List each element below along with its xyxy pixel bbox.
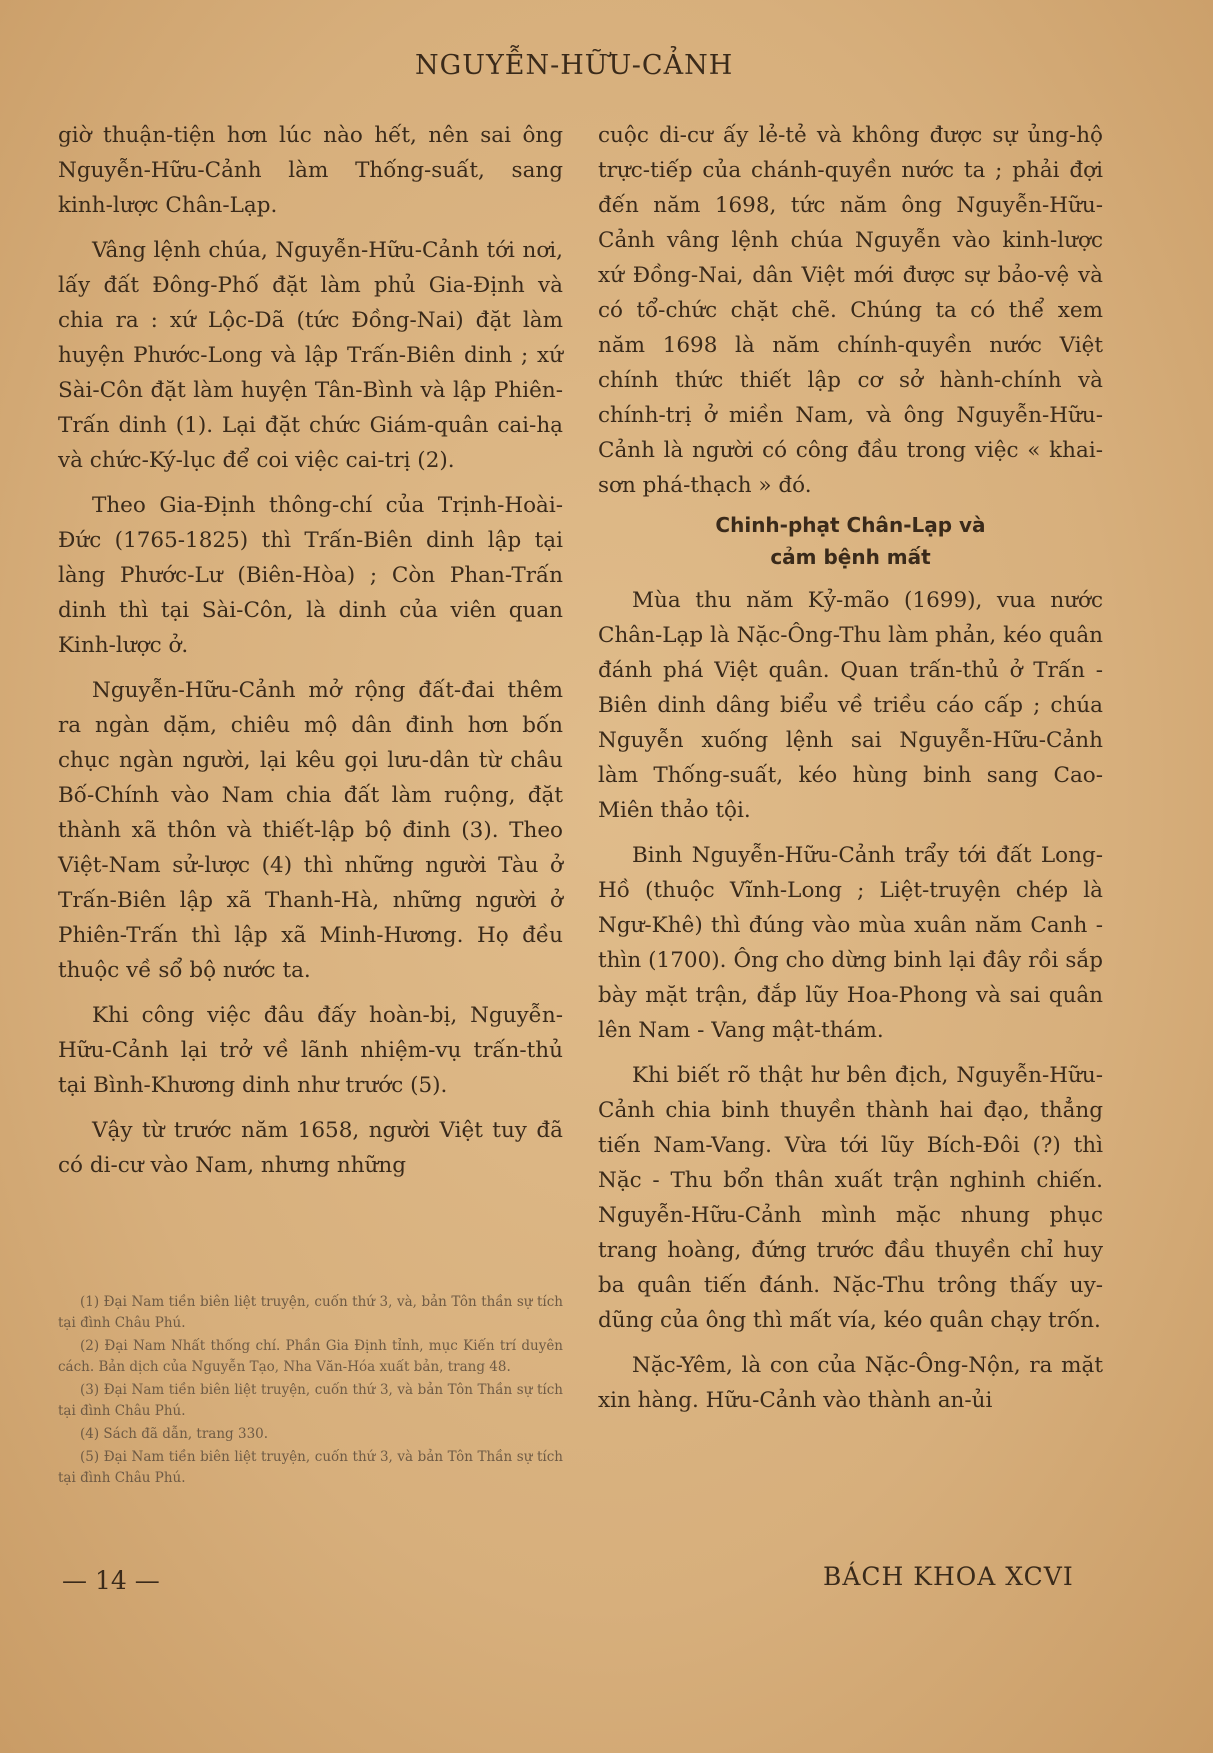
magazine-issue: BÁCH KHOA XCVI — [823, 1562, 1074, 1591]
right-column — [598, 118, 1103, 1418]
paragraph: cuộc di-cư ấy lẻ-tẻ và không được sự ủng-hộ trực-tiếp của chánh-quyền nước ta ; phải đợi đến năm 1698, tức năm ông Nguyễn-Hữu-Cảnh vâng lệnh chúa Nguyễn vào kinh-lược xứ Đồng-Nai, dân Việt mới được sự bảo-vệ và có tổ-chức chặt chẽ. Chúng ta có thể xem năm 1698 là năm chính-quyền nước Việt chính thức thiết lập cơ sở hành-chính và chính-trị ở miền Nam, và ông Nguyễn-Hữu-Cảnh là người có công đầu trong việc « khai-sơn phá-thạch » đó. — [598, 123, 1103, 498]
paragraph: Binh Nguyễn-Hữu-Cảnh trẩy tới đất Long-Hồ (thuộc Vĩnh-Long ; Liệt-truyện chép là Ngư-Khê) thì đúng vào mùa xuân năm Canh - thìn (1700). Ông cho dừng binh lại đây rồi sắp bày mặt trận, đắp lũy Hoa-Phong và sai quân lên Nam - Vang mật-thám. — [598, 843, 1103, 1043]
running-head: NGUYỄN-HỮU-CẢNH — [415, 50, 734, 81]
left-column — [58, 118, 563, 1183]
footnote: (2) Đại Nam Nhất thống chí. Phần Gia Định tỉnh, mục Kiến trí duyên cách. Bản dịch của Nguyễn Tạo, Nha Văn-Hóa xuất bản, trang 48. — [58, 1338, 563, 1375]
footnote: (4) Sách đã dẫn, trang 330. — [80, 1426, 269, 1442]
section-heading-line: cảm bệnh mất — [770, 545, 931, 569]
paragraph: Vậy từ trước năm 1658, người Việt tuy đã có di-cư vào Nam, nhưng những — [58, 1118, 563, 1178]
paragraph: Nặc-Yêm, là con của Nặc-Ông-Nộn, ra mặt xin hàng. Hữu-Cảnh vào thành an-ủi — [598, 1353, 1103, 1413]
footnotes — [58, 1292, 563, 1491]
footnote: (1) Đại Nam tiền biên liệt truyện, cuốn thứ 3, và, bản Tôn thần sự tích tại đình Châu Phú. — [58, 1294, 563, 1331]
paragraph: giờ thuận-tiện hơn lúc nào hết, nên sai ông Nguyễn-Hữu-Cảnh làm Thống-suất, sang kinh-lược Chân-Lạp. — [58, 123, 563, 218]
section-heading — [598, 509, 1103, 573]
page-number: — 14 — — [62, 1566, 160, 1595]
paragraph: Mùa thu năm Kỷ-mão (1699), vua nước Chân-Lạp là Nặc-Ông-Thu làm phản, kéo quân đánh phá Việt quân. Quan trấn-thủ ở Trấn - Biên dinh dâng biểu về triều cáo cấp ; chúa Nguyễn xuống lệnh sai Nguyễn-Hữu-Cảnh làm Thống-suất, kéo hùng binh sang Cao-Miên thảo tội. — [598, 588, 1103, 823]
footnote: (3) Đại Nam tiền biên liệt truyện, cuốn thứ 3, và bản Tôn Thần sự tích tại đình Châu Phú. — [58, 1382, 563, 1419]
section-heading-line: Chinh-phạt Chân-Lạp và — [715, 513, 986, 537]
paragraph: Khi công việc đâu đấy hoàn-bị, Nguyễn-Hữu-Cảnh lại trở về lãnh nhiệm-vụ trấn-thủ tại Bình-Khương dinh như trước (5). — [58, 1003, 563, 1098]
footnote: (5) Đại Nam tiền biên liệt truyện, cuốn thứ 3, và bản Tôn Thần sự tích tại đình Châu Phú. — [58, 1449, 563, 1486]
paragraph: Theo Gia-Định thông-chí của Trịnh-Hoài-Đức (1765-1825) thì Trấn-Biên dinh lập tại làng Phước-Lư (Biên-Hòa) ; Còn Phan-Trấn dinh thì tại Sài-Côn, là dinh của viên quan Kinh-lược ở. — [58, 493, 563, 658]
paragraph: Khi biết rõ thật hư bên địch, Nguyễn-Hữu-Cảnh chia binh thuyền thành hai đạo, thẳng tiến Nam-Vang. Vừa tới lũy Bích-Đôi (?) thì Nặc - Thu bổn thân xuất trận nghinh chiến. Nguyễn-Hữu-Cảnh mình mặc nhung phục trang hoàng, đứng trước đầu thuyền chỉ huy ba quân tiến đánh. Nặc-Thu trông thấy uy-dũng của ông thì mất vía, kéo quân chạy trốn. — [598, 1063, 1103, 1333]
paragraph: Nguyễn-Hữu-Cảnh mở rộng đất-đai thêm ra ngàn dặm, chiêu mộ dân đinh hơn bốn chục ngàn người, lại kêu gọi lưu-dân từ châu Bố-Chính vào Nam chia đất làm ruộng, đặt thành xã thôn và thiết-lập bộ đinh (3). Theo Việt-Nam sử-lược (4) thì những người Tàu ở Trấn-Biên lập xã Thanh-Hà, những người ở Phiên-Trấn thì lập xã Minh-Hương. Họ đều thuộc về sổ bộ nước ta. — [58, 678, 563, 983]
paragraph: Vâng lệnh chúa, Nguyễn-Hữu-Cảnh tới nơi, lấy đất Đông-Phố đặt làm phủ Gia-Định và chia ra : xứ Lộc-Dã (tức Đồng-Nai) đặt làm huyện Phước-Long và lập Trấn-Biên dinh ; xứ Sài-Côn đặt làm huyện Tân-Bình và lập Phiên-Trấn dinh (1). Lại đặt chức Giám-quân cai-hạ và chức-Ký-lục để coi việc cai-trị (2). — [58, 238, 563, 473]
